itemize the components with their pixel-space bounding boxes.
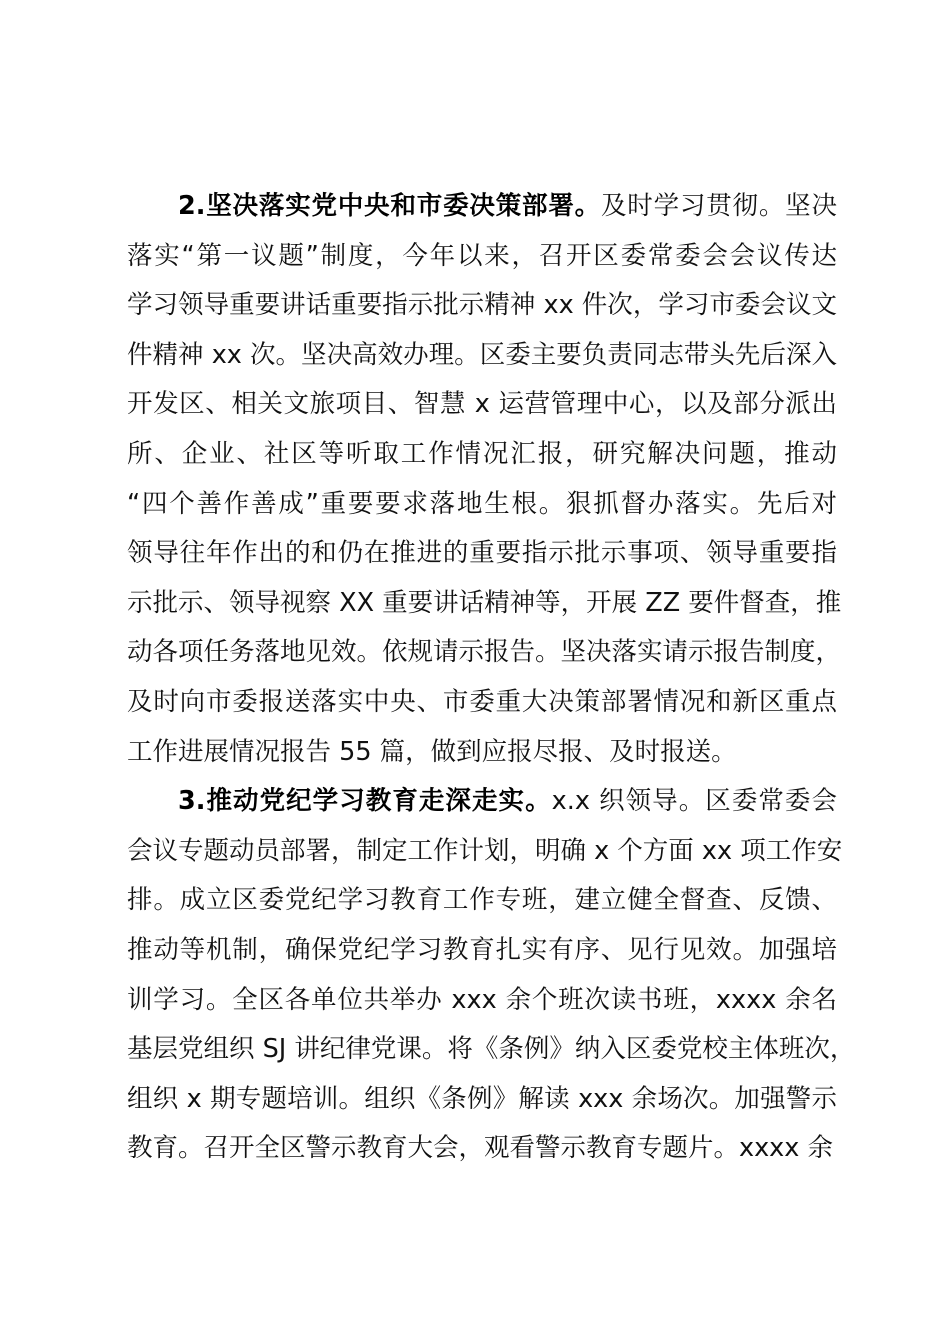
- paragraph-line: 训学习。全区各单位共举办 xxx 余个班次读书班，xxxx 余名: [127, 984, 837, 1015]
- paragraph-line: 学习领导重要讲话重要指示批示精神 xx 件次，学习市委会议文: [127, 290, 837, 321]
- paragraph-line: 教育。召开全区警示教育大会，观看警示教育专题片。xxxx 余: [127, 1133, 833, 1164]
- paragraph-line: 件精神 xx 次。坚决高效办理。区委主要负责同志带头先后深入: [127, 339, 837, 370]
- paragraph-line: “四个善作善成”重要要求落地生根。狠抓督办落实。先后对: [127, 488, 837, 519]
- section-heading: 2.坚决落实党中央和市委决策部署。: [178, 191, 601, 221]
- paragraph-line: 及时向市委报送落实中央、市委重大决策部署情况和新区重点: [127, 686, 837, 717]
- paragraph-text: 及时学习贯彻。坚决: [600, 191, 837, 221]
- paragraph-line: 开发区、相关文旅项目、智慧 x 运营管理中心，以及部分派出: [127, 389, 837, 420]
- paragraph-line: 排。成立区委党纪学习教育工作专班，建立健全督查、反馈、: [127, 885, 837, 916]
- paragraph-line: 会议专题动员部署，制定工作计划，明确 x 个方面 xx 项工作安: [127, 835, 843, 866]
- paragraph-line: [127, 182, 837, 232]
- paragraph-line: 所、企业、社区等听取工作情况汇报，研究解决问题，推动: [127, 438, 837, 469]
- paragraph-line: 领导往年作出的和仍在推进的重要指示批示事项、领导重要指: [127, 538, 837, 569]
- paragraph-line: [127, 777, 837, 827]
- paragraph-line: 动各项任务落地见效。依规请示报告。坚决落实请示报告制度，: [127, 637, 842, 668]
- paragraph-2: [127, 182, 842, 777]
- paragraph-text: x.x 织领导。区委常委会: [551, 786, 837, 817]
- section-heading: 3.推动党纪学习教育走深走实。: [178, 786, 552, 817]
- paragraph-line: 工作进展情况报告 55 篇，做到应报尽报、及时报送。: [127, 736, 737, 767]
- paragraph-3: [127, 777, 856, 1174]
- paragraph-line: 落实“第一议题”制度，今年以来，召开区委常委会会议传达: [127, 240, 837, 271]
- paragraph-line: 组织 x 期专题培训。组织《条例》解读 xxx 余场次。加强警示: [127, 1083, 837, 1114]
- paragraph-line: 基层党组织 SJ 讲纪律党课。将《条例》纳入区委党校主体班次，: [127, 1034, 856, 1065]
- paragraph-line: 推动等机制，确保党纪学习教育扎实有序、见行见效。加强培: [127, 934, 837, 965]
- document-body: [127, 182, 856, 1174]
- paragraph-line: 示批示、领导视察 XX 重要讲话精神等，开展 ZZ 要件督查，推: [127, 587, 842, 618]
